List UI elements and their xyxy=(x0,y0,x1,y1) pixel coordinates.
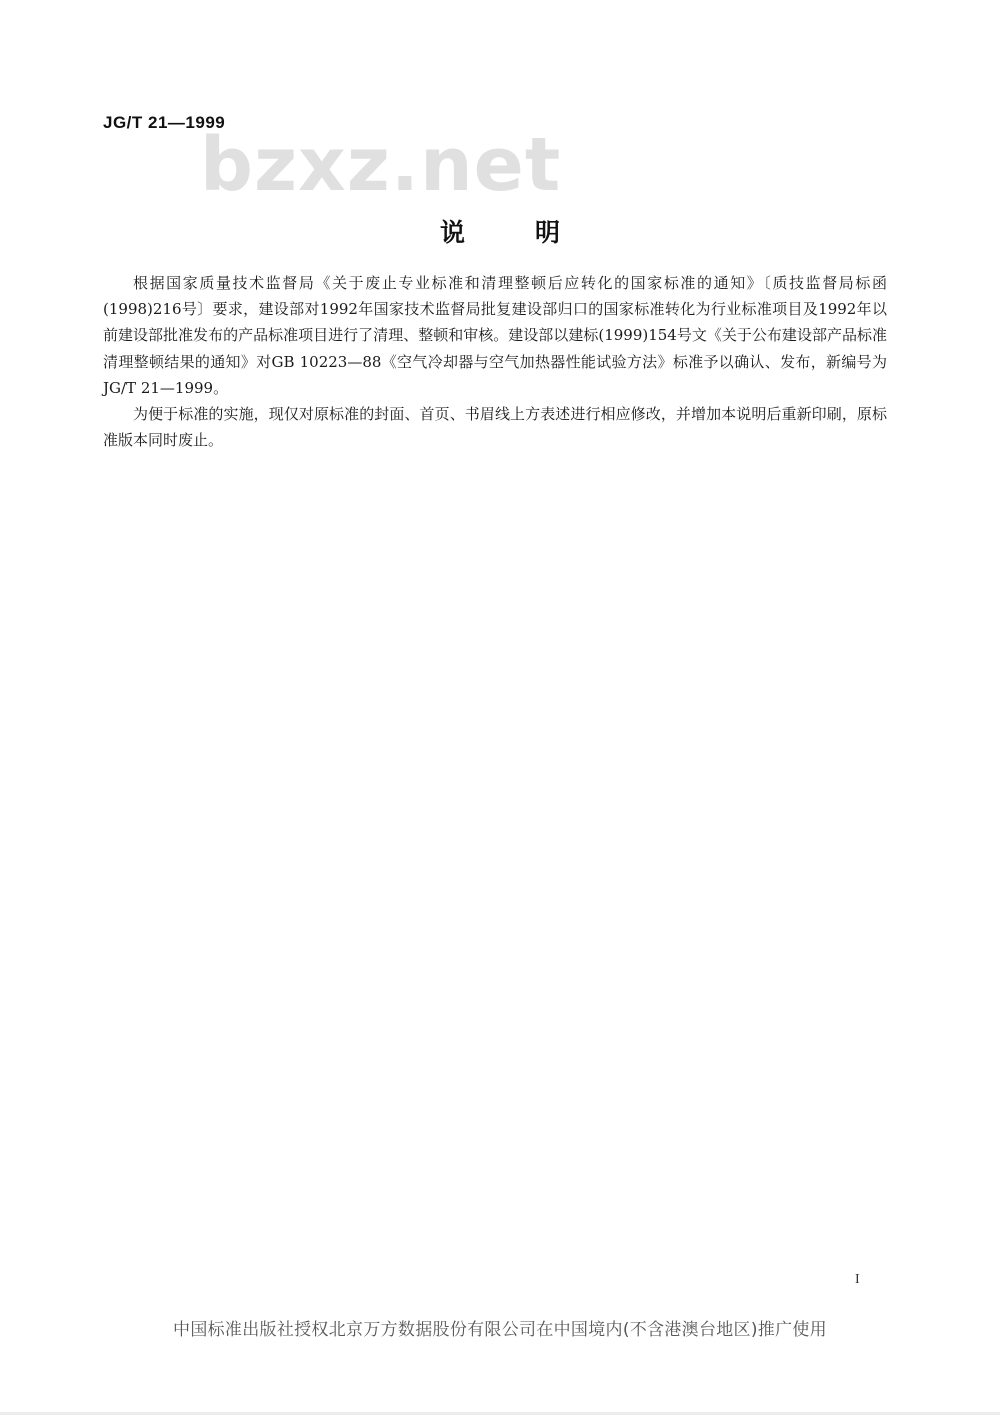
document-title: 说明 xyxy=(439,218,630,247)
standard-code: JG/T 21—1999 xyxy=(103,113,226,132)
page-number: I xyxy=(855,1272,860,1287)
paragraph-2: 为便于标准的实施，现仅对原标准的封面、首页、书眉线上方表述进行相应修改，并增加本说明后重新印刷，原标准版本同时废止。 xyxy=(103,405,887,450)
paragraph-1: 根据国家质量技术监督局《关于废止专业标准和清理整顿后应转化的国家标准的通知》〔质技监督局标函(1998)216号〕要求，建设部对1992年国家技术监督局批复建设部归口的国家标准转化为行业标准项目及1992年以前建设部批准发布的产品标准项目进行了清理、整顿和审核。建设部以建标(1999)154号文《关于公布建设部产品标准清理整顿结果的通知》对GB 10223—88《空气冷却器与空气加热器性能试验方法》标准予以确认、发布，新编号为JG/T 21—1999。 xyxy=(103,274,887,397)
document-body xyxy=(103,270,887,453)
bottom-divider xyxy=(0,1412,1000,1415)
watermark-logo: bzxz.net xyxy=(200,122,562,208)
footer-notice: 中国标准出版社授权北京万方数据股份有限公司在中国境内(不含港澳台地区)推广使用 xyxy=(173,1320,827,1340)
